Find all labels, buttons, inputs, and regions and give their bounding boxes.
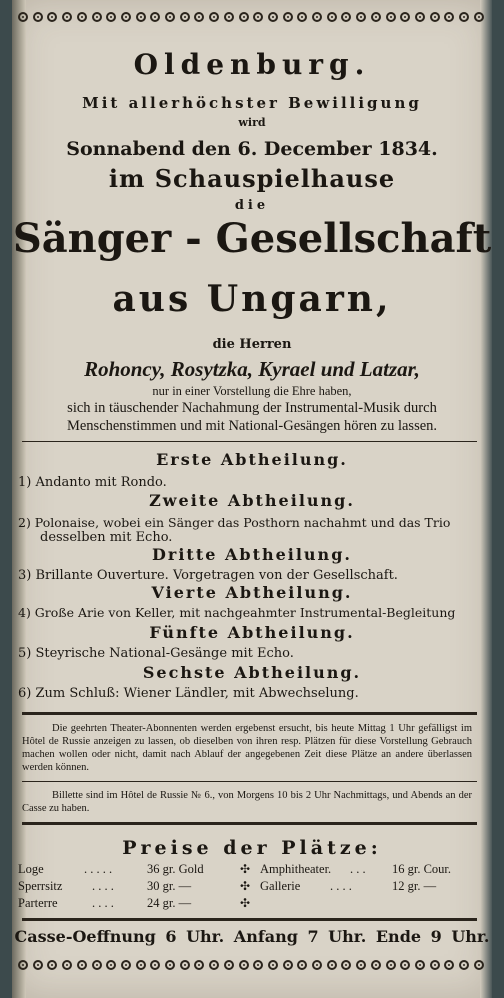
ornament-ring-icon: [18, 12, 28, 22]
price-label: Gallerie: [260, 879, 301, 893]
ornament-ring-icon: [474, 12, 484, 22]
schedule-line: Casse-Oeffnung 6 Uhr. Anfang 7 Uhr. Ende 9 Uhr.: [14, 927, 490, 946]
divider: [22, 441, 477, 442]
venue-line: im Schauspielhause: [108, 164, 396, 193]
divider-thick: [22, 712, 477, 715]
date-line: Sonnabend den 6. December 1834.: [66, 138, 438, 160]
price-dots: . . . .: [92, 879, 114, 893]
price-value: 36 gr. Gold: [147, 862, 204, 876]
ornament-ring-icon: [77, 12, 87, 22]
divider-thick: [22, 918, 477, 921]
origin-title: aus Ungarn,: [112, 278, 392, 320]
ornament-ring-icon: [341, 12, 351, 22]
ornament-ring-icon: [121, 960, 131, 970]
ornamental-border-bottom: [18, 958, 484, 972]
ornament-ring-icon: [268, 960, 278, 970]
ornament-ring-icon: [459, 12, 469, 22]
ornamental-border-top: [18, 10, 484, 24]
ornament-ring-icon: [459, 960, 469, 970]
ornament-ring-icon: [253, 12, 263, 22]
ornament-ring-icon: [268, 12, 278, 22]
price-value: 12 gr. —: [392, 879, 437, 893]
ornament-ring-icon: [371, 960, 381, 970]
ornament-ring-icon: [136, 960, 146, 970]
program-item: 6) Zum Schluß: Wiener Ländler, mit Abwechselung.: [18, 686, 359, 701]
price-value: 16 gr. Cour.: [392, 862, 452, 876]
ornament-ring-icon: [209, 960, 219, 970]
price-label: Sperrsitz: [18, 879, 63, 893]
description-line-3: Menschenstimmen und mit National-Gesängen hören zu lassen.: [66, 418, 438, 434]
herren-line: die Herren: [212, 337, 292, 352]
description-line-2: sich in täuschender Nachahmung der Instrumental-Musik durch: [67, 400, 437, 416]
ornament-ring-icon: [327, 960, 337, 970]
ornament-ring-icon: [180, 12, 190, 22]
ornament-ring-icon: [77, 960, 87, 970]
ornament-ring-icon: [121, 12, 131, 22]
ornament-ring-icon: [18, 960, 28, 970]
ornament-ring-icon: [62, 960, 72, 970]
wird-line: wird: [238, 116, 266, 129]
performer-names: Rohoncy, Rosytzka, Kyrael und Latzar,: [84, 357, 420, 381]
ornament-ring-icon: [386, 960, 396, 970]
ornament-ring-icon: [239, 12, 249, 22]
ornament-ring-icon: [209, 12, 219, 22]
section-heading: Dritte Abtheilung.: [152, 545, 352, 564]
subscriber-notice: Die geehrten Theater-Abonnenten werden ergebenst ersucht, bis heute Mittag 1 Uhr gefälligst im Hôtel de Russie anzeigen zu lassen, ob dieselben von ihren resp. Plätzen für diese Vorstellung Gebrauch machen wollen oder nicht, damit nach Ablauf der angegebenen Zeit diese Plätze an andere überlassen werden können.: [22, 723, 472, 773]
company-title: Sänger - Gesellschaft: [12, 215, 492, 262]
ornament-ring-icon: [194, 960, 204, 970]
ornament-ring-icon: [165, 960, 175, 970]
prices-title: Preise der Plätze:: [122, 837, 382, 859]
city-title: Oldenburg.: [133, 48, 371, 81]
ornament-ring-icon: [62, 12, 72, 22]
ornament-ring-icon: [430, 12, 440, 22]
permission-line: Mit allerhöchster Bewilligung: [82, 94, 422, 112]
ornament-ring-icon: [444, 12, 454, 22]
program-item: 1) Andanto mit Rondo.: [18, 475, 167, 490]
section-heading: Sechste Abtheilung.: [142, 663, 362, 682]
price-dots: . . . .: [330, 879, 352, 893]
ornament-ring-icon: [400, 12, 410, 22]
ornament-ring-icon: [297, 12, 307, 22]
ornament-ring-icon: [371, 12, 381, 22]
price-dots: . . . . .: [84, 862, 113, 876]
price-label: Loge: [18, 862, 44, 876]
ornament-ring-icon: [430, 960, 440, 970]
ticket-notice: Billette sind im Hôtel de Russie № 6., von Morgens 10 bis 2 Uhr Nachmittags, und Abends an der Casse zu haben.: [22, 790, 472, 814]
ornament-ring-icon: [356, 12, 366, 22]
ornament-ring-icon: [239, 960, 249, 970]
ornament-ring-icon: [47, 12, 57, 22]
ornament-ring-icon: [180, 960, 190, 970]
ornament-ring-icon: [356, 960, 366, 970]
divider-thick: [22, 822, 477, 825]
ornament-ring-icon: [327, 12, 337, 22]
price-dots: . . .: [350, 862, 366, 876]
section-heading: Vierte Abtheilung.: [151, 583, 353, 602]
price-value: 30 gr. —: [147, 879, 192, 893]
ornament-ring-icon: [283, 12, 293, 22]
ornament-ring-icon: [150, 12, 160, 22]
ornament-ring-icon: [136, 12, 146, 22]
ornament-ring-icon: [474, 960, 484, 970]
price-label: Parterre: [18, 896, 58, 910]
description-line-1: nur in einer Vorstellung die Ehre haben,: [152, 384, 352, 398]
ornament-ring-icon: [106, 960, 116, 970]
ornament-icon: ✣: [240, 879, 251, 893]
ornament-ring-icon: [194, 12, 204, 22]
ornament-ring-icon: [386, 12, 396, 22]
ornament-ring-icon: [312, 960, 322, 970]
ornament-ring-icon: [253, 960, 263, 970]
price-dots: . . . .: [92, 896, 114, 910]
ornament-ring-icon: [400, 960, 410, 970]
ornament-ring-icon: [312, 12, 322, 22]
ornament-ring-icon: [165, 12, 175, 22]
ornament-ring-icon: [224, 12, 234, 22]
ornament-ring-icon: [47, 960, 57, 970]
die-line: die: [234, 198, 270, 213]
ornament-ring-icon: [341, 960, 351, 970]
ornament-ring-icon: [283, 960, 293, 970]
ornament-ring-icon: [444, 960, 454, 970]
ornament-ring-icon: [415, 960, 425, 970]
ornament-ring-icon: [33, 960, 43, 970]
ornament-ring-icon: [106, 12, 116, 22]
price-label: Amphitheater.: [260, 862, 332, 876]
program-item: 5) Steyrische National-Gesänge mit Echo.: [18, 646, 294, 661]
section-heading: Fünfte Abtheilung.: [149, 623, 355, 642]
ornament-ring-icon: [415, 12, 425, 22]
playbill-sheet: [12, 0, 492, 998]
ornament-ring-icon: [224, 960, 234, 970]
program-item-continued: desselben mit Echo.: [40, 530, 173, 545]
program-item: 3) Brillante Ouverture. Vorgetragen von der Gesellschaft.: [18, 568, 398, 583]
ornament-ring-icon: [33, 12, 43, 22]
price-value: 24 gr. —: [147, 896, 192, 910]
ornament-ring-icon: [150, 960, 160, 970]
ornament-ring-icon: [92, 12, 102, 22]
section-heading: Erste Abtheilung.: [156, 450, 348, 469]
divider: [22, 781, 477, 782]
section-heading: Zweite Abtheilung.: [149, 491, 355, 510]
ornament-icon: ✣: [240, 862, 251, 876]
ornament-ring-icon: [92, 960, 102, 970]
ornament-icon: ✣: [240, 896, 251, 910]
program-item: 2) Polonaise, wobei ein Sänger das Posthorn nachahmt und das Trio: [18, 515, 451, 530]
ornament-ring-icon: [297, 960, 307, 970]
program-item: 4) Große Arie von Keller, mit nachgeahmter Instrumental-Begleitung: [18, 605, 456, 620]
